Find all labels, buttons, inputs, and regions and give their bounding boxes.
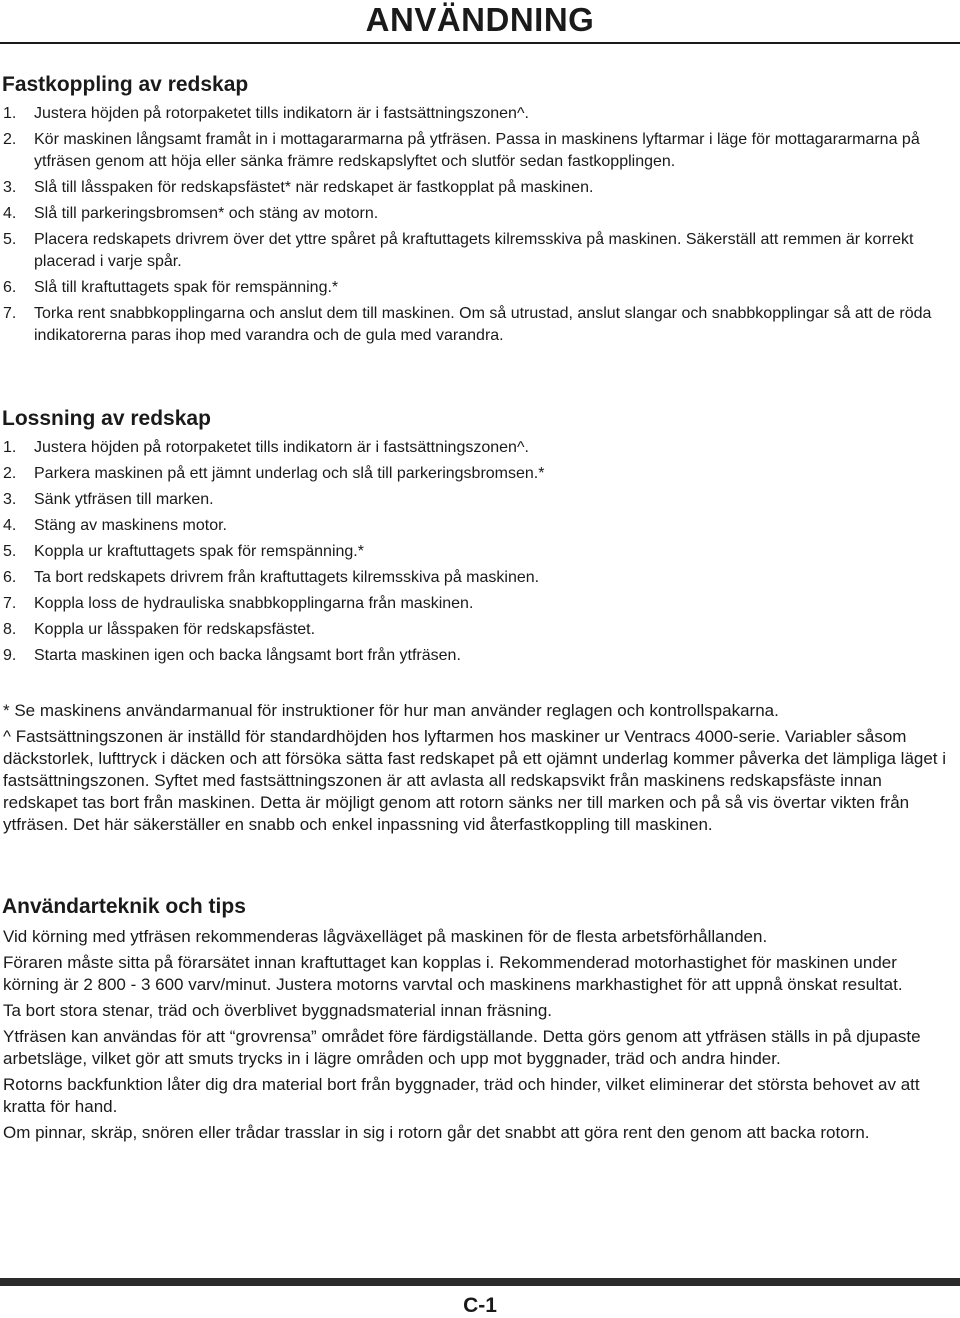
step-text: Slå till parkeringsbromsen* och stäng av motorn. (34, 205, 379, 222)
page-number: C-1 (463, 1294, 497, 1317)
attach-step (0, 203, 955, 225)
step-number: 7. (3, 305, 17, 322)
footer-bar (0, 1278, 960, 1286)
attach-step (0, 277, 955, 299)
heading-detach: Lossning av redskap (2, 407, 211, 430)
footnotes (3, 700, 956, 840)
step-text: Justera höjden på rotorpaketet tills indikatorn är i fastsättningszonen^. (34, 439, 529, 456)
step-number: 1. (3, 439, 17, 456)
attach-steps-list (0, 103, 955, 351)
detach-step (0, 645, 955, 667)
step-number: 4. (3, 205, 17, 222)
step-number: 3. (3, 179, 17, 196)
attach-step (0, 129, 955, 173)
attach-step (0, 303, 955, 347)
tips-paragraph: Föraren måste sitta på förarsätet innan kraftuttaget kan kopplas i. Rekommenderad motorhastighet för maskinen under körning är 2 800 - 3 600 varv/minut. Justera motorns varvtal och maskinens markhastighet för att uppnå önskat resultat. (3, 953, 903, 994)
step-number: 8. (3, 621, 17, 638)
footnote-caret: ^ Fastsättningszonen är inställd för standardhöjden hos lyftarmen hos maskiner ur Ventracs 4000-serie. Variabler såsom däckstorlek, lufttryck i däcken och att försöka sätta fast redskapet på ett ojämnt underlag kommer påverka det lämpliga läget i fastsättningszonen. Syftet med fastsättningszonen är att avlasta all redskapsvikt från maskinens redskapsfäste innan redskapet tas bort från maskinen. Detta är möjligt genom att rotorn sänks ner till marken och på så vis övertar vikten från ytfräsen. Det här säkerställer en snabb och enkel inpassning vid återfastkoppling till maskinen. (3, 727, 947, 834)
heading-tips: Användarteknik och tips (2, 895, 246, 918)
step-text: Slå till låsspaken för redskapsfästet* när redskapet är fastkopplat på maskinen. (34, 179, 594, 196)
heading-attach: Fastkoppling av redskap (2, 73, 249, 96)
step-text: Slå till kraftuttagets spak för remspänning.* (34, 279, 339, 296)
step-text: Ta bort redskapets drivrem från kraftuttagets kilremsskiva på maskinen. (34, 569, 540, 586)
detach-step (0, 489, 955, 511)
attach-step (0, 103, 955, 125)
step-number: 6. (3, 569, 17, 586)
step-number: 4. (3, 517, 17, 534)
detach-steps-list (0, 437, 955, 671)
footnote-asterisk: * Se maskinens användarmanual för instruktioner för hur man använder reglagen och kontrollspakarna. (3, 701, 779, 720)
detach-step (0, 463, 955, 485)
step-text: Koppla ur kraftuttagets spak för remspänning.* (34, 543, 364, 560)
tips-paragraph: Rotorns backfunktion låter dig dra material bort från byggnader, träd och hinder, vilket eliminerar det största behovet av att kratta för hand. (3, 1075, 920, 1116)
page-title: ANVÄNDNING (365, 1, 595, 38)
tips-paragraph: Ta bort stora stenar, träd och överblivet byggnadsmaterial innan fräsning. (3, 1001, 553, 1020)
detach-step (0, 593, 955, 615)
step-text: Torka rent snabbkopplingarna och anslut dem till maskinen. Om så utrustad, anslut slangar och snabbkopplingar så att de röda indikatorerna paras ihop med varandra och de gula med varandra. (34, 305, 932, 344)
detach-step (0, 515, 955, 537)
attach-step (0, 229, 955, 273)
step-text: Starta maskinen igen och backa långsamt bort från ytfräsen. (34, 647, 461, 664)
detach-step (0, 541, 955, 563)
step-text: Justera höjden på rotorpaketet tills indikatorn är i fastsättningszonen^. (34, 105, 529, 122)
step-text: Koppla loss de hydrauliska snabbkopplingarna från maskinen. (34, 595, 474, 612)
step-number: 3. (3, 491, 17, 508)
header-rule (0, 42, 960, 44)
step-number: 1. (3, 105, 17, 122)
step-text: Koppla ur låsspaken för redskapsfästet. (34, 621, 316, 638)
detach-step (0, 619, 955, 641)
step-text: Parkera maskinen på ett jämnt underlag och slå till parkeringsbromsen.* (34, 465, 545, 482)
step-number: 5. (3, 543, 17, 560)
step-number: 7. (3, 595, 17, 612)
step-number: 9. (3, 647, 17, 664)
detach-step (0, 567, 955, 589)
step-text: Kör maskinen långsamt framåt in i mottagararmarna på ytfräsen. Passa in maskinens lyftarmar i läge för mottagararmarna på ytfräsen genom att höja eller sänka främre redskapslyftet och slutför sedan fastkopplingen. (34, 131, 920, 170)
step-number: 2. (3, 465, 17, 482)
step-text: Stäng av maskinens motor. (34, 517, 227, 534)
tips-paragraphs (3, 926, 956, 1148)
step-text: Placera redskapets drivrem över det yttre spåret på kraftuttagets kilremsskiva på maskinen. Säkerställ att remmen är korrekt placerad i varje spår. (34, 231, 914, 270)
step-number: 5. (3, 231, 17, 248)
detach-step (0, 437, 955, 459)
step-number: 6. (3, 279, 17, 296)
attach-step (0, 177, 955, 199)
tips-paragraph: Om pinnar, skräp, snören eller trådar trasslar in sig i rotorn går det snabbt att göra rent den genom att backa rotorn. (3, 1123, 870, 1142)
step-number: 2. (3, 131, 17, 148)
step-text: Sänk ytfräsen till marken. (34, 491, 214, 508)
tips-paragraph: Ytfräsen kan användas för att “grovrensa” området före färdigställande. Detta görs genom att ytfräsen ställs in på djupaste arbetsläge, vilket gör att smuts trycks in i lägre områden och upp mot byggnader, träd och andra hinder. (3, 1027, 921, 1068)
tips-paragraph: Vid körning med ytfräsen rekommenderas lågväxelläget på maskinen för de flesta arbetsförhållanden. (3, 927, 768, 946)
